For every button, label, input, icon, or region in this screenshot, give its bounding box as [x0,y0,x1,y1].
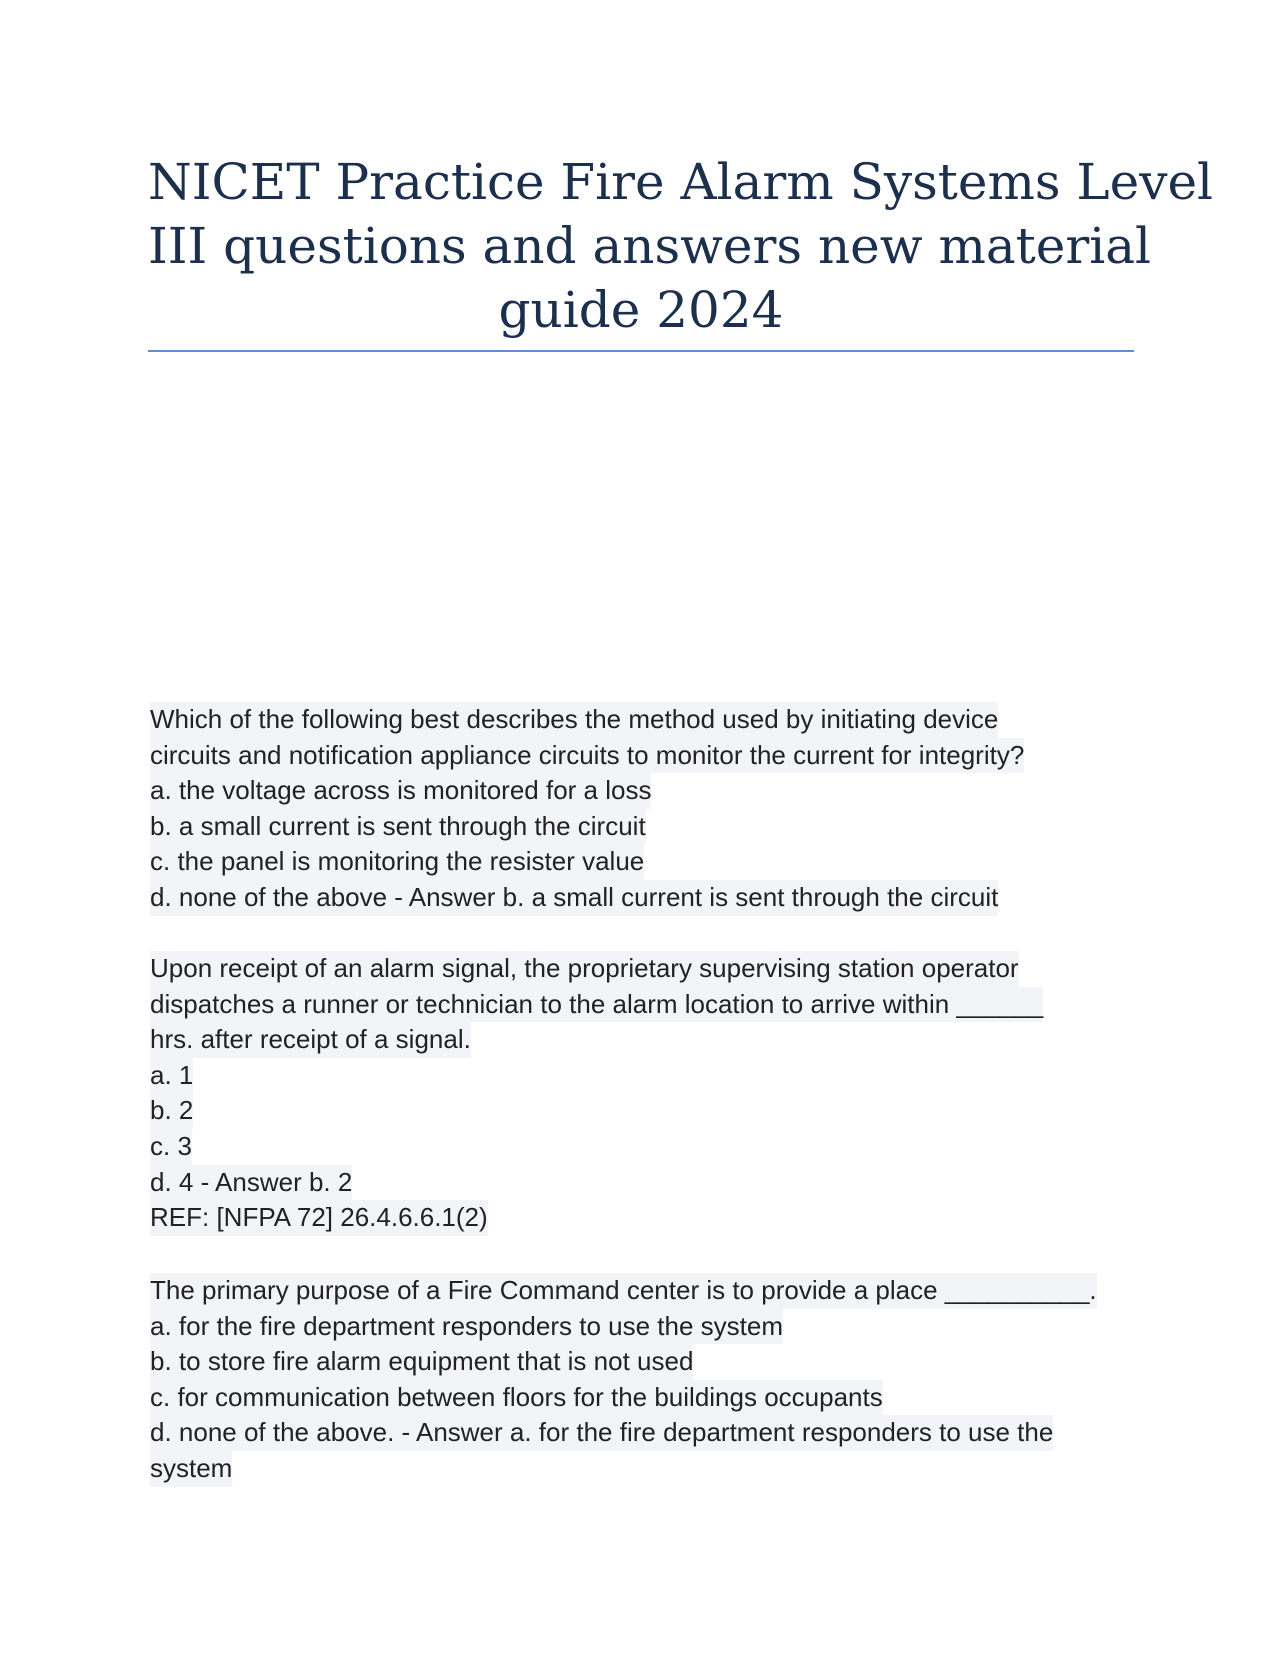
title-divider [148,350,1134,352]
answer-option: a. for the fire department responders to use the system [150,1309,783,1345]
question-text: hrs. after receipt of a signal. [150,1022,471,1058]
question-text: The primary purpose of a Fire Command center is to provide a place __________. [150,1273,1097,1309]
reference-text: REF: [NFPA 72] 26.4.6.6.1(2) [150,1200,488,1236]
question-block-3 [150,1273,1150,1487]
answer-option: d. none of the above. - Answer a. for the fire department responders to use the [150,1415,1053,1451]
title-line: III questions and answers new material [148,217,1152,275]
answer-option: b. a small current is sent through the circuit [150,809,646,845]
question-text: Upon receipt of an alarm signal, the proprietary supervising station operator [150,951,1019,987]
answer-option: b. to store fire alarm equipment that is not used [150,1344,693,1380]
answer-option: system [150,1451,232,1487]
answer-option: a. the voltage across is monitored for a loss [150,773,651,809]
page-title [148,150,1214,342]
question-text: circuits and notification appliance circuits to monitor the current for integrity? [150,738,1024,774]
question-block-2 [150,951,1150,1236]
title-line: NICET Practice Fire Alarm Systems Level [148,153,1214,211]
question-text: dispatches a runner or technician to the alarm location to arrive within ______ [150,987,1043,1023]
answer-option: d. none of the above - Answer b. a small current is sent through the circuit [150,880,998,916]
answer-option: c. 3 [150,1129,192,1165]
answer-option: b. 2 [150,1093,193,1129]
question-text: Which of the following best describes the method used by initiating device [150,702,998,738]
question-block-1 [150,702,1150,916]
answer-option: d. 4 - Answer b. 2 [150,1165,352,1201]
answer-option: c. the panel is monitoring the resister value [150,844,644,880]
answer-option: c. for communication between floors for the buildings occupants [150,1380,883,1416]
answer-option: a. 1 [150,1058,193,1094]
title-line: guide 2024 [498,281,784,339]
